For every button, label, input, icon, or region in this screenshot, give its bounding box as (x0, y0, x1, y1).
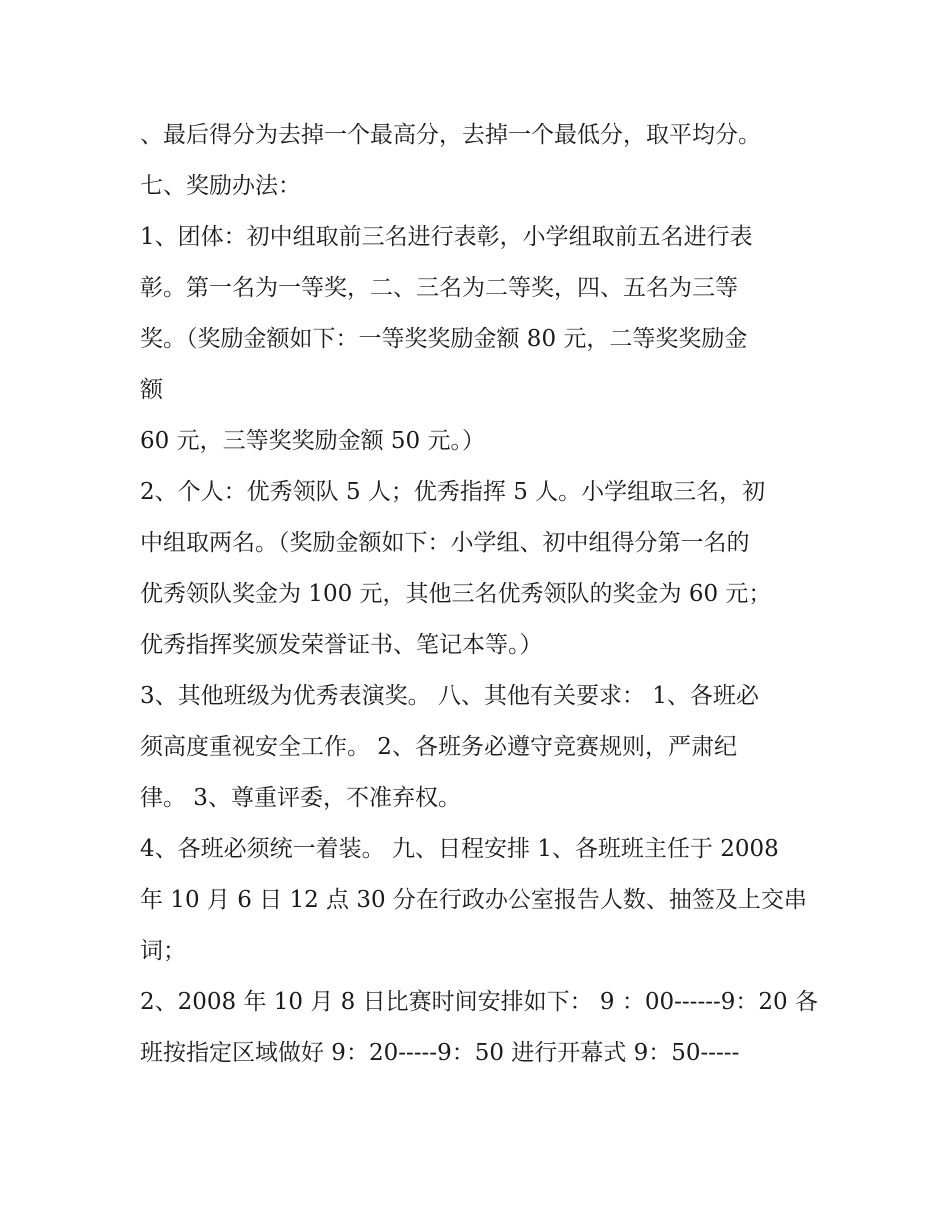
text-line: 奖。（奖励金额如下：一等奖奖励金额 80 元，二等奖奖励金 (140, 326, 748, 352)
text-line: 词； (140, 938, 186, 964)
text-line: 4、各班必须统一着装。 九、日程安排 1、各班班主任于 2008 (140, 836, 779, 862)
text-line: 60 元，三等奖奖励金额 50 元。） (140, 428, 485, 454)
text-line: 律。 3、尊重评委，不准弃权。 (140, 785, 461, 811)
text-line: 2、2008 年 10 月 8 日比赛时间安排如下： 9 ：00------9：20 各 (140, 989, 818, 1015)
text-line: 彰。第一名为一等奖，二、三名为二等奖，四、五名为三等 (140, 275, 738, 301)
document-body (140, 110, 830, 1079)
text-line: 额 (140, 377, 163, 403)
text-line: 中组取两名。（奖励金额如下：小学组、初中组得分第一名的 (140, 530, 750, 556)
text-line: 3、其他班级为优秀表演奖。 八、其他有关要求： 1、各班必 (140, 683, 759, 709)
text-line: 2、个人：优秀领队 5 人；优秀指挥 5 人。小学组取三名，初 (140, 479, 766, 505)
text-line: 1、团体：初中组取前三名进行表彰，小学组取前五名进行表 (140, 224, 753, 250)
text-line: 优秀领队奖金为 100 元，其他三名优秀领队的奖金为 60 元； (140, 581, 772, 607)
text-line: 优秀指挥奖颁发荣誉证书、笔记本等。） (140, 632, 543, 658)
text-line: 班按指定区域做好 9：20-----9：50 进行开幕式 9：50----- (140, 1040, 740, 1066)
section-heading-rewards: 七、奖励办法： (140, 173, 301, 199)
text-line: 年 10 月 6 日 12 点 30 分在行政办公室报告人数、抽签及上交串 (140, 887, 807, 913)
text-line: 须高度重视安全工作。 2、各班务必遵守竞赛规则，严肃纪 (140, 734, 737, 760)
text-line: 、最后得分为去掉一个最高分，去掉一个最低分，取平均分。 (140, 122, 761, 148)
